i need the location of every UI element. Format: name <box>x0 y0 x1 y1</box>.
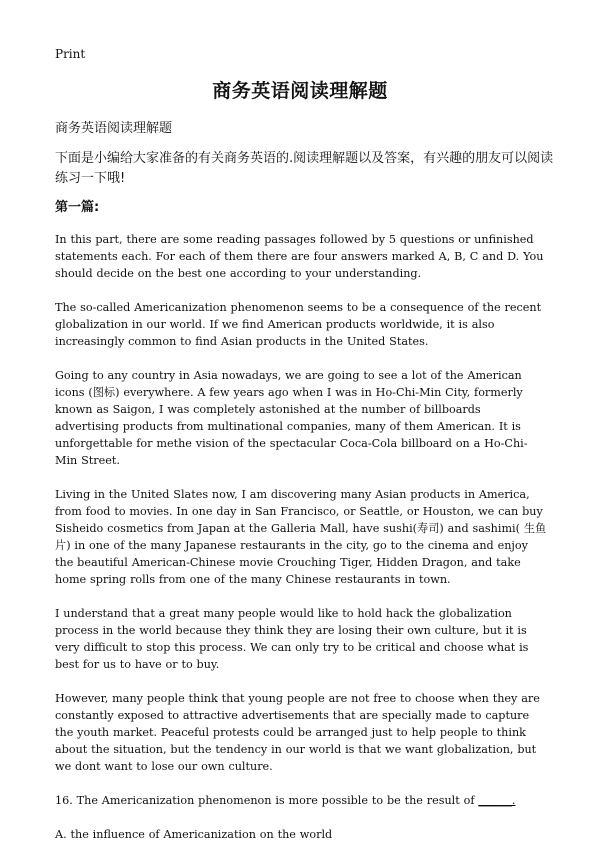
paragraph-instructions: In this part, there are some reading passages followed by 5 questions or unfinished statements each. For each of them there are four answers marked A, B, C and D. You should decide on the best one according to your understanding. <box>55 233 544 280</box>
question-text: 16. The Americanization phenomenon is more possible to be the result of <box>55 794 475 807</box>
answer-option-a: A. the influence of Americanization on the world <box>55 828 333 841</box>
answer-blank: ______. <box>478 794 516 807</box>
question-16 <box>55 792 547 809</box>
paragraph-globalization-process: I understand that a great many people would like to hold hack the globalization process in the world because they think they are losing their own culture, but it is very difficult to stop this process. We can only try to be critical and choose what is best for us to have or to buy. <box>55 607 529 671</box>
paragraph-young-people: However, many people think that young people are not free to choose when they are constantly exposed to attractive advertisements that are specially made to capture the youth market. Peaceful protests could be arranged just to help people to think about the situation, but the tendency in our world is that we want globalization, but we dont want to lose our own culture. <box>55 692 540 773</box>
paragraph-americanization: The so-called Americanization phenomenon seems to be a consequence of the recent globalization in our world. If we find American products worldwide, it is also increasingly common to find Asian products in the United States. <box>55 301 542 348</box>
reading-passage <box>55 231 547 860</box>
subtitle: 商务英语阅读理解题 <box>55 121 173 136</box>
intro-text: 下面是小编给大家准备的有关商务英语的.阅读理解题以及答案，有兴趣的朋友可以阅读练习一下哦! <box>55 151 554 186</box>
section-heading: 第一篇: <box>55 200 100 215</box>
page-title: 商务英语阅读理解题 <box>212 80 388 102</box>
print-link[interactable]: Print <box>55 47 86 61</box>
paragraph-asia-icons: Going to any country in Asia nowadays, we are going to see a lot of the American icons (图标) everywhere. A few years ago when I was in Ho-Chi-Min City, formerly known as Saigon, I was completely astonished at the number of billboards advertising products from multinational companies, many of them American. It is unforgettable for methe vision of the spectacular Coca-Cola billboard on a Ho-Chi-Min Street. <box>55 369 528 467</box>
paragraph-asian-products: Living in the United Slates now, I am discovering many Asian products in America, from food to movies. In one day in San Francisco, or Seattle, or Houston, we can buy Sisheido cosmetics from Japan at the Galleria Mall, have sushi(寿司) and sashimi( 生鱼片) in one of the many Japanese restaurants in the city, go to the cinema and enjoy the beautiful American-Chinese movie Crouching Tiger, Hidden Dragon, and take home spring rolls from one of the many Chinese restaurants in town. <box>55 488 547 586</box>
